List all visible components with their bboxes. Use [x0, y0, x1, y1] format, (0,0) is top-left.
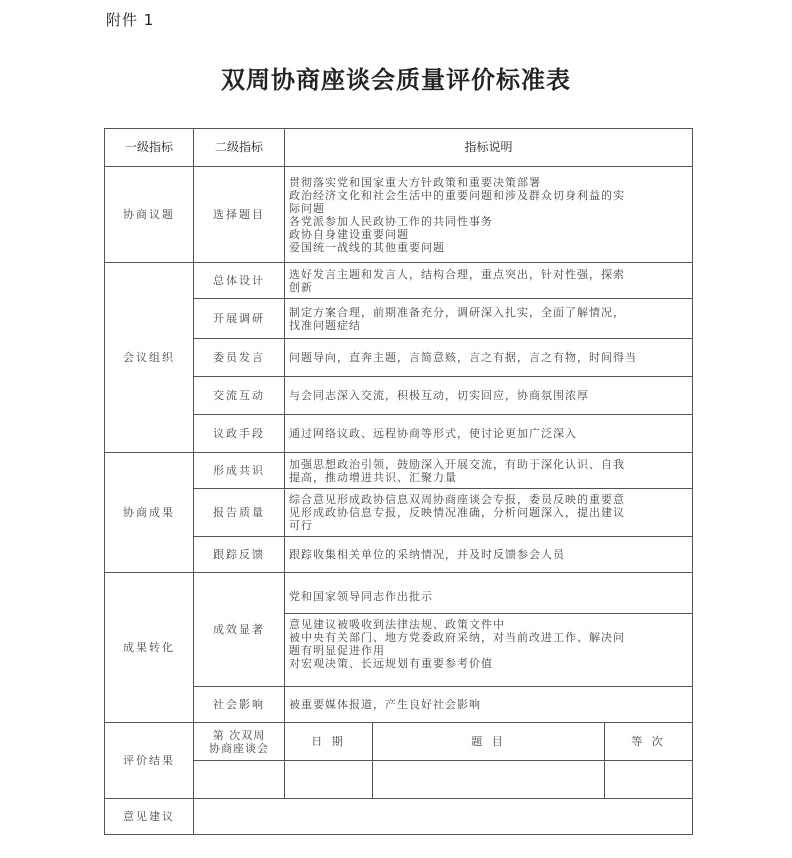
evaluation-header-row	[105, 723, 693, 761]
opinion-label: 意见建议	[105, 799, 194, 835]
level1-cell: 协商议题	[105, 167, 194, 263]
level2-cell: 交流互动	[194, 377, 285, 415]
header-level2: 二级指标	[194, 129, 285, 167]
description-cell: 跟踪收集相关单位的采纳情况，并及时反馈参会人员	[285, 537, 693, 573]
meeting-number-input[interactable]	[194, 761, 285, 799]
table-row	[105, 687, 693, 723]
table-row	[105, 537, 693, 573]
description-cell: 通过网络议政、远程协商等形式，使讨论更加广泛深入	[285, 415, 693, 453]
level2-cell: 报告质量	[194, 489, 285, 537]
table-row	[105, 453, 693, 489]
meeting-number-cell: 第 次双周 协商座谈会	[194, 723, 285, 761]
description-cell: 选好发言主题和发言人，结构合理，重点突出，针对性强，探索 创新	[285, 263, 693, 299]
description-cell: 被重要媒体报道，产生良好社会影响	[285, 687, 693, 723]
level1-cell: 协商成果	[105, 453, 194, 573]
description-cell: 党和国家领导同志作出批示 意见建议被吸收到法律法规、政策文件中 被中央有关部门、地方党委政府采纳，对当前改进工作、解决问 题有明显促进作用 对宏观决策、长远规划有重要参考价值	[285, 573, 693, 687]
header-level1: 一级指标	[105, 129, 194, 167]
description-cell: 制定方案合理，前期准备充分，调研深入扎实，全面了解情况， 找准问题症结	[285, 299, 693, 339]
description-cell: 与会同志深入交流，积极互动，切实回应，协商氛围浓厚	[285, 377, 693, 415]
description-cell: 加强思想政治引领，鼓励深入开展交流，有助于深化认识、自我 提高，推动增进共识、汇聚力量	[285, 453, 693, 489]
level2-cell: 议政手段	[194, 415, 285, 453]
level2-cell: 委员发言	[194, 339, 285, 377]
level2-cell: 总体设计	[194, 263, 285, 299]
description-cell: 问题导向，直奔主题，言简意赅，言之有据，言之有物，时间得当	[285, 339, 693, 377]
topic-header: 题 目	[373, 723, 605, 761]
table-row	[105, 573, 693, 687]
level2-cell: 跟踪反馈	[194, 537, 285, 573]
table-row	[105, 299, 693, 339]
evaluation-table	[104, 128, 693, 835]
date-header: 日 期	[285, 723, 373, 761]
topic-input[interactable]	[373, 761, 605, 799]
table-row	[105, 263, 693, 299]
opinion-row	[105, 799, 693, 835]
table-row	[105, 339, 693, 377]
opinion-input[interactable]	[194, 799, 693, 835]
level1-cell: 成果转化	[105, 573, 194, 723]
date-input[interactable]	[285, 761, 373, 799]
page-title: 双周协商座谈会质量评价标准表	[221, 65, 571, 94]
description-cell: 贯彻落实党和国家重大方针政策和重要决策部署 政治经济文化和社会生活中的重要问题和涉及群众切身利益的实 际问题 各党派参加人民政协工作的共同性事务 政协自身建设重要问题 爱国统一战线的其他重要问题	[285, 167, 693, 263]
evaluation-input-row	[105, 761, 693, 799]
grade-header: 等 次	[605, 723, 693, 761]
table-row	[105, 377, 693, 415]
header-row	[105, 129, 693, 167]
level2-cell: 选择题目	[194, 167, 285, 263]
table-row	[105, 167, 693, 263]
level1-cell: 会议组织	[105, 263, 194, 453]
table-row	[105, 489, 693, 537]
evaluation-label: 评价结果	[105, 723, 194, 799]
header-description: 指标说明	[285, 129, 693, 167]
attachment-label: 附件 1	[106, 11, 155, 29]
grade-input[interactable]	[605, 761, 693, 799]
description-cell: 综合意见形成政协信息双周协商座谈会专报，委员反映的重要意 见形成政协信息专报，反映情况准确，分析问题深入，提出建议 可行	[285, 489, 693, 537]
level2-cell: 社会影响	[194, 687, 285, 723]
level2-cell: 形成共识	[194, 453, 285, 489]
level2-cell: 成效显著	[194, 573, 285, 687]
level2-cell: 开展调研	[194, 299, 285, 339]
table-row	[105, 415, 693, 453]
